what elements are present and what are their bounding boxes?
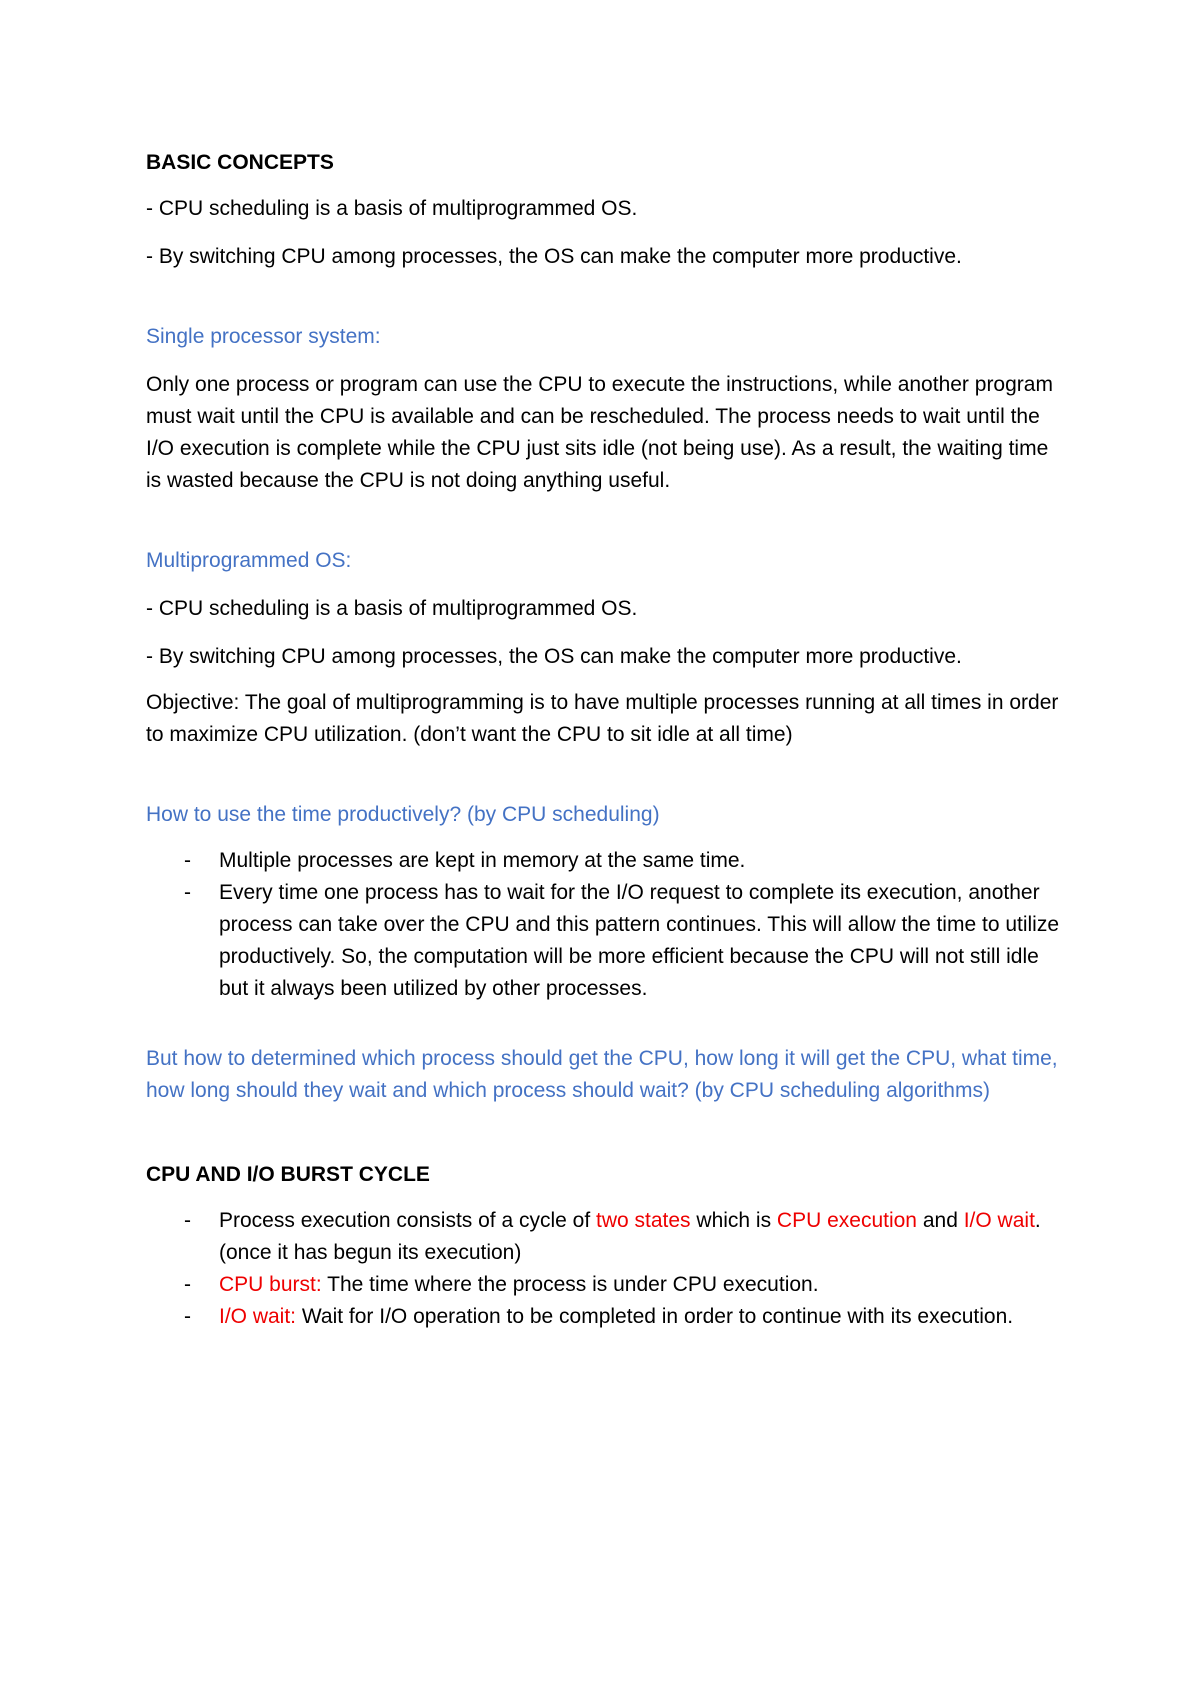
scheduling-question: But how to determined which process should get the CPU, how long it will get the CPU, what time, how long should they wait and which process should wait? (by CPU scheduling algorithms) bbox=[146, 1047, 1058, 1102]
multi-line-1: - CPU scheduling is a basis of multiprogrammed OS. bbox=[146, 597, 638, 620]
highlight-two-states: two states bbox=[596, 1209, 691, 1232]
text-run: The time where the process is under CPU execution. bbox=[321, 1273, 819, 1296]
bullet-dash: - bbox=[184, 1305, 191, 1328]
highlight-cpu-execution: CPU execution bbox=[776, 1209, 917, 1232]
multi-objective: Objective: The goal of multiprogramming is to have multiple processes running at all times in order to maximize CPU utilization. (don’t want the CPU to sit idle at all time) bbox=[146, 691, 1059, 746]
highlight-io-wait: I/O wait bbox=[963, 1209, 1035, 1232]
subheading-single-processor: Single processor system: bbox=[146, 325, 381, 348]
term-io-wait: I/O wait: bbox=[219, 1305, 297, 1328]
bullet-dash: - bbox=[184, 881, 191, 904]
burst-item-1-text bbox=[219, 1209, 1041, 1264]
list-item bbox=[146, 845, 1066, 877]
list-item bbox=[146, 1205, 1066, 1269]
list-item bbox=[146, 1301, 1066, 1333]
basic-line-2: - By switching CPU among processes, the OS can make the computer more productive. bbox=[146, 245, 962, 268]
section-heading-basic-concepts: BASIC CONCEPTS bbox=[146, 151, 334, 174]
howto-list bbox=[146, 845, 1066, 1005]
basic-line-1: - CPU scheduling is a basis of multiprogrammed OS. bbox=[146, 197, 638, 220]
term-cpu-burst: CPU burst: bbox=[219, 1273, 322, 1296]
subheading-multiprogrammed-os: Multiprogrammed OS: bbox=[146, 549, 352, 572]
burst-list bbox=[146, 1205, 1066, 1333]
bullet-dash: - bbox=[184, 1273, 191, 1296]
list-item-text: Multiple processes are kept in memory at the same time. bbox=[219, 849, 746, 872]
burst-item-3-text bbox=[219, 1305, 1013, 1328]
text-run: Wait for I/O operation to be completed in order to continue with its execution. bbox=[296, 1305, 1014, 1328]
list-item-text: Every time one process has to wait for the I/O request to complete its execution, another process can take over the CPU and this pattern continues. This will allow the time to utilize productively. So, the computation will be more efficient because the CPU will not still idle but it always been utilized by other processes. bbox=[219, 881, 1060, 1000]
text-run: and bbox=[917, 1209, 964, 1232]
burst-item-2-text bbox=[219, 1273, 819, 1296]
section-heading-burst-cycle: CPU AND I/O BURST CYCLE bbox=[146, 1163, 430, 1186]
list-item bbox=[146, 1269, 1066, 1301]
subheading-how-to-use-time: How to use the time productively? (by CPU scheduling) bbox=[146, 803, 660, 826]
bullet-dash: - bbox=[184, 1209, 191, 1232]
document-content bbox=[146, 147, 1066, 1333]
single-processor-paragraph: Only one process or program can use the CPU to execute the instructions, while another program must wait until the CPU is available and can be rescheduled. The process needs to wait until the I/O execution is complete while the CPU just sits idle (not being use). As a result, the waiting time is wasted because the CPU is not doing anything useful. bbox=[146, 373, 1053, 492]
text-run: which is bbox=[690, 1209, 777, 1232]
list-item bbox=[146, 877, 1066, 1005]
bullet-dash: - bbox=[184, 849, 191, 872]
text-run: Process execution consists of a cycle of bbox=[219, 1209, 597, 1232]
text-run: . (once it has begun its execution) bbox=[219, 1209, 1041, 1264]
multi-line-2: - By switching CPU among processes, the OS can make the computer more productive. bbox=[146, 645, 962, 668]
